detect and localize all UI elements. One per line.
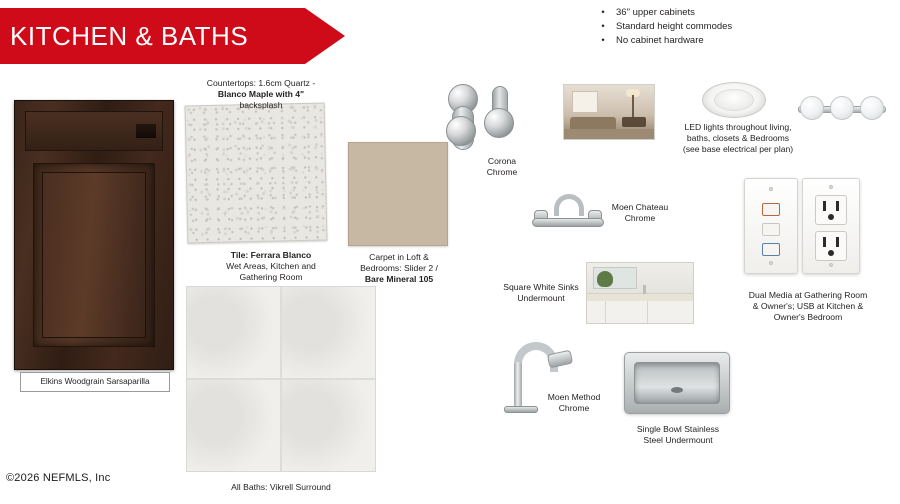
- knob-caption-line1: Corona: [487, 156, 517, 166]
- led-caption: [664, 122, 812, 155]
- chateau-caption-line1: Moen Chateau: [611, 202, 669, 212]
- bullet-text: Standard height commodes: [616, 21, 733, 32]
- media-caption-line2: & Owner's; USB at Kitchen &: [752, 301, 864, 311]
- media-port-usb: [762, 243, 780, 256]
- carpet-caption-line1: Carpet in Loft &: [369, 252, 429, 262]
- outlet-ground: [828, 250, 834, 256]
- door-knob-group: [440, 82, 540, 158]
- media-caption: [728, 290, 888, 323]
- stainless-caption-line2: Steel Undermount: [643, 435, 713, 445]
- led-caption-line3: (see base electrical per plan): [682, 144, 794, 154]
- carpet-caption-line3: Bare Mineral 105: [364, 274, 434, 284]
- knob-icon: [484, 108, 514, 138]
- carpet-sample: [348, 142, 448, 246]
- bullet-dot-icon: •: [601, 35, 605, 46]
- plant-detail: [597, 271, 613, 287]
- led-caption-line2: baths, closets & Bedrooms: [686, 133, 790, 143]
- list-item: [600, 20, 890, 34]
- chateau-caption-line2: Chrome: [624, 213, 656, 223]
- cabinet-door-sample: [14, 100, 174, 370]
- sinks-caption: [486, 282, 596, 304]
- vanity-bar-light-icon: [798, 94, 886, 128]
- method-caption-line1: Moen Method: [547, 392, 601, 402]
- led-can-light-icon: [702, 82, 766, 118]
- list-item: [600, 34, 890, 48]
- plate-screw: [769, 261, 773, 265]
- list-item: [600, 6, 890, 20]
- tile-quadrant: [187, 380, 280, 471]
- faucet-spout: [554, 194, 584, 216]
- media-port-data: [762, 223, 780, 236]
- surround-caption: All Baths: Vikrell Surround: [231, 482, 331, 492]
- outlet-slot-right: [836, 237, 839, 247]
- outlet-ground: [828, 214, 834, 220]
- media-caption-line1: Dual Media at Gathering Room: [748, 290, 868, 300]
- countertop-caption-line2: Blanco Maple with 4": [217, 89, 305, 99]
- countertop-caption-line1: Countertops: 1.6cm Quartz -: [206, 78, 316, 88]
- living-room-photo: [563, 84, 655, 140]
- bullet-text: No cabinet hardware: [616, 35, 704, 46]
- stainless-caption: [620, 424, 736, 446]
- countertop-caption-line3: backsplash: [239, 100, 283, 110]
- window-detail: [572, 91, 598, 113]
- bullet-dot-icon: •: [601, 21, 605, 32]
- header-banner: [0, 8, 345, 64]
- knob-caption-line2: Chrome: [486, 167, 518, 177]
- outlet-receptacle: [815, 195, 847, 225]
- faucet-neck: [514, 362, 522, 408]
- tile-caption-line3: Gathering Room: [239, 272, 303, 282]
- tile-quadrant: [282, 287, 375, 378]
- carpet-caption-line2: Bedrooms: Slider 2 /: [360, 263, 438, 273]
- knob-icon: [446, 116, 476, 146]
- electrical-outlet-icon: [802, 178, 860, 274]
- vanity-cabinet-detail: [587, 301, 693, 324]
- countertop-detail: [587, 293, 693, 301]
- bullet-dot-icon: •: [601, 7, 605, 18]
- dual-media-plate-icon: [744, 178, 798, 274]
- cabinet-panel-inner: [42, 172, 146, 338]
- vanity-faucet-detail: [643, 285, 646, 294]
- copyright-notice: ©2026 NEFMLS, Inc: [6, 472, 111, 484]
- cabinet-caption: Elkins Woodgrain Sarsaparilla: [20, 372, 170, 392]
- plate-screw: [769, 187, 773, 191]
- outlet-receptacle: [815, 231, 847, 261]
- tile-quadrant: [282, 380, 375, 471]
- sinks-caption-line2: Undermount: [517, 293, 565, 303]
- can-light-lens: [714, 89, 754, 111]
- tile-caption-line2: Wet Areas, Kitchen and: [226, 261, 316, 271]
- media-caption-line3: Owner's Bedroom: [773, 312, 843, 322]
- bullet-text: 36" upper cabinets: [616, 7, 695, 18]
- stainless-sink-icon: [624, 352, 730, 414]
- chateau-caption: [592, 202, 688, 224]
- floor-tile-sample: [186, 286, 376, 472]
- media-port-coax: [762, 203, 780, 216]
- tile-quadrant: [187, 287, 280, 378]
- rug-detail: [564, 129, 654, 139]
- light-globe: [800, 96, 824, 120]
- outlet-slot-right: [836, 201, 839, 211]
- spec-bullet-list: [600, 6, 890, 48]
- sink-drain: [671, 387, 683, 393]
- carpet-caption: [340, 252, 458, 285]
- cabinet-panel: [33, 163, 155, 347]
- knob-caption: [458, 156, 546, 178]
- light-globe: [860, 96, 884, 120]
- method-caption-line2: Chrome: [558, 403, 590, 413]
- quartz-countertop-sample: [185, 103, 328, 244]
- plate-screw: [829, 185, 833, 189]
- table-detail: [622, 117, 646, 127]
- page-title: KITCHEN & BATHS: [10, 20, 249, 51]
- plate-screw: [829, 263, 833, 267]
- sinks-caption-line1: Square White Sinks: [503, 282, 579, 292]
- light-globe: [830, 96, 854, 120]
- cabinet-top-rail: [25, 111, 163, 151]
- method-caption: [524, 392, 624, 414]
- outlet-slot-left: [823, 237, 826, 247]
- tile-caption: [196, 250, 346, 283]
- banner-arrow-icon: [305, 8, 345, 64]
- bath-vanity-photo: [586, 262, 694, 324]
- led-caption-line1: LED lights throughout living,: [684, 122, 792, 132]
- tile-caption-line1: Tile: Ferrara Blanco: [230, 250, 312, 260]
- outlet-slot-left: [823, 201, 826, 211]
- countertop-caption: [186, 78, 336, 111]
- sink-basin: [634, 362, 720, 404]
- stainless-caption-line1: Single Bowl Stainless: [636, 424, 720, 434]
